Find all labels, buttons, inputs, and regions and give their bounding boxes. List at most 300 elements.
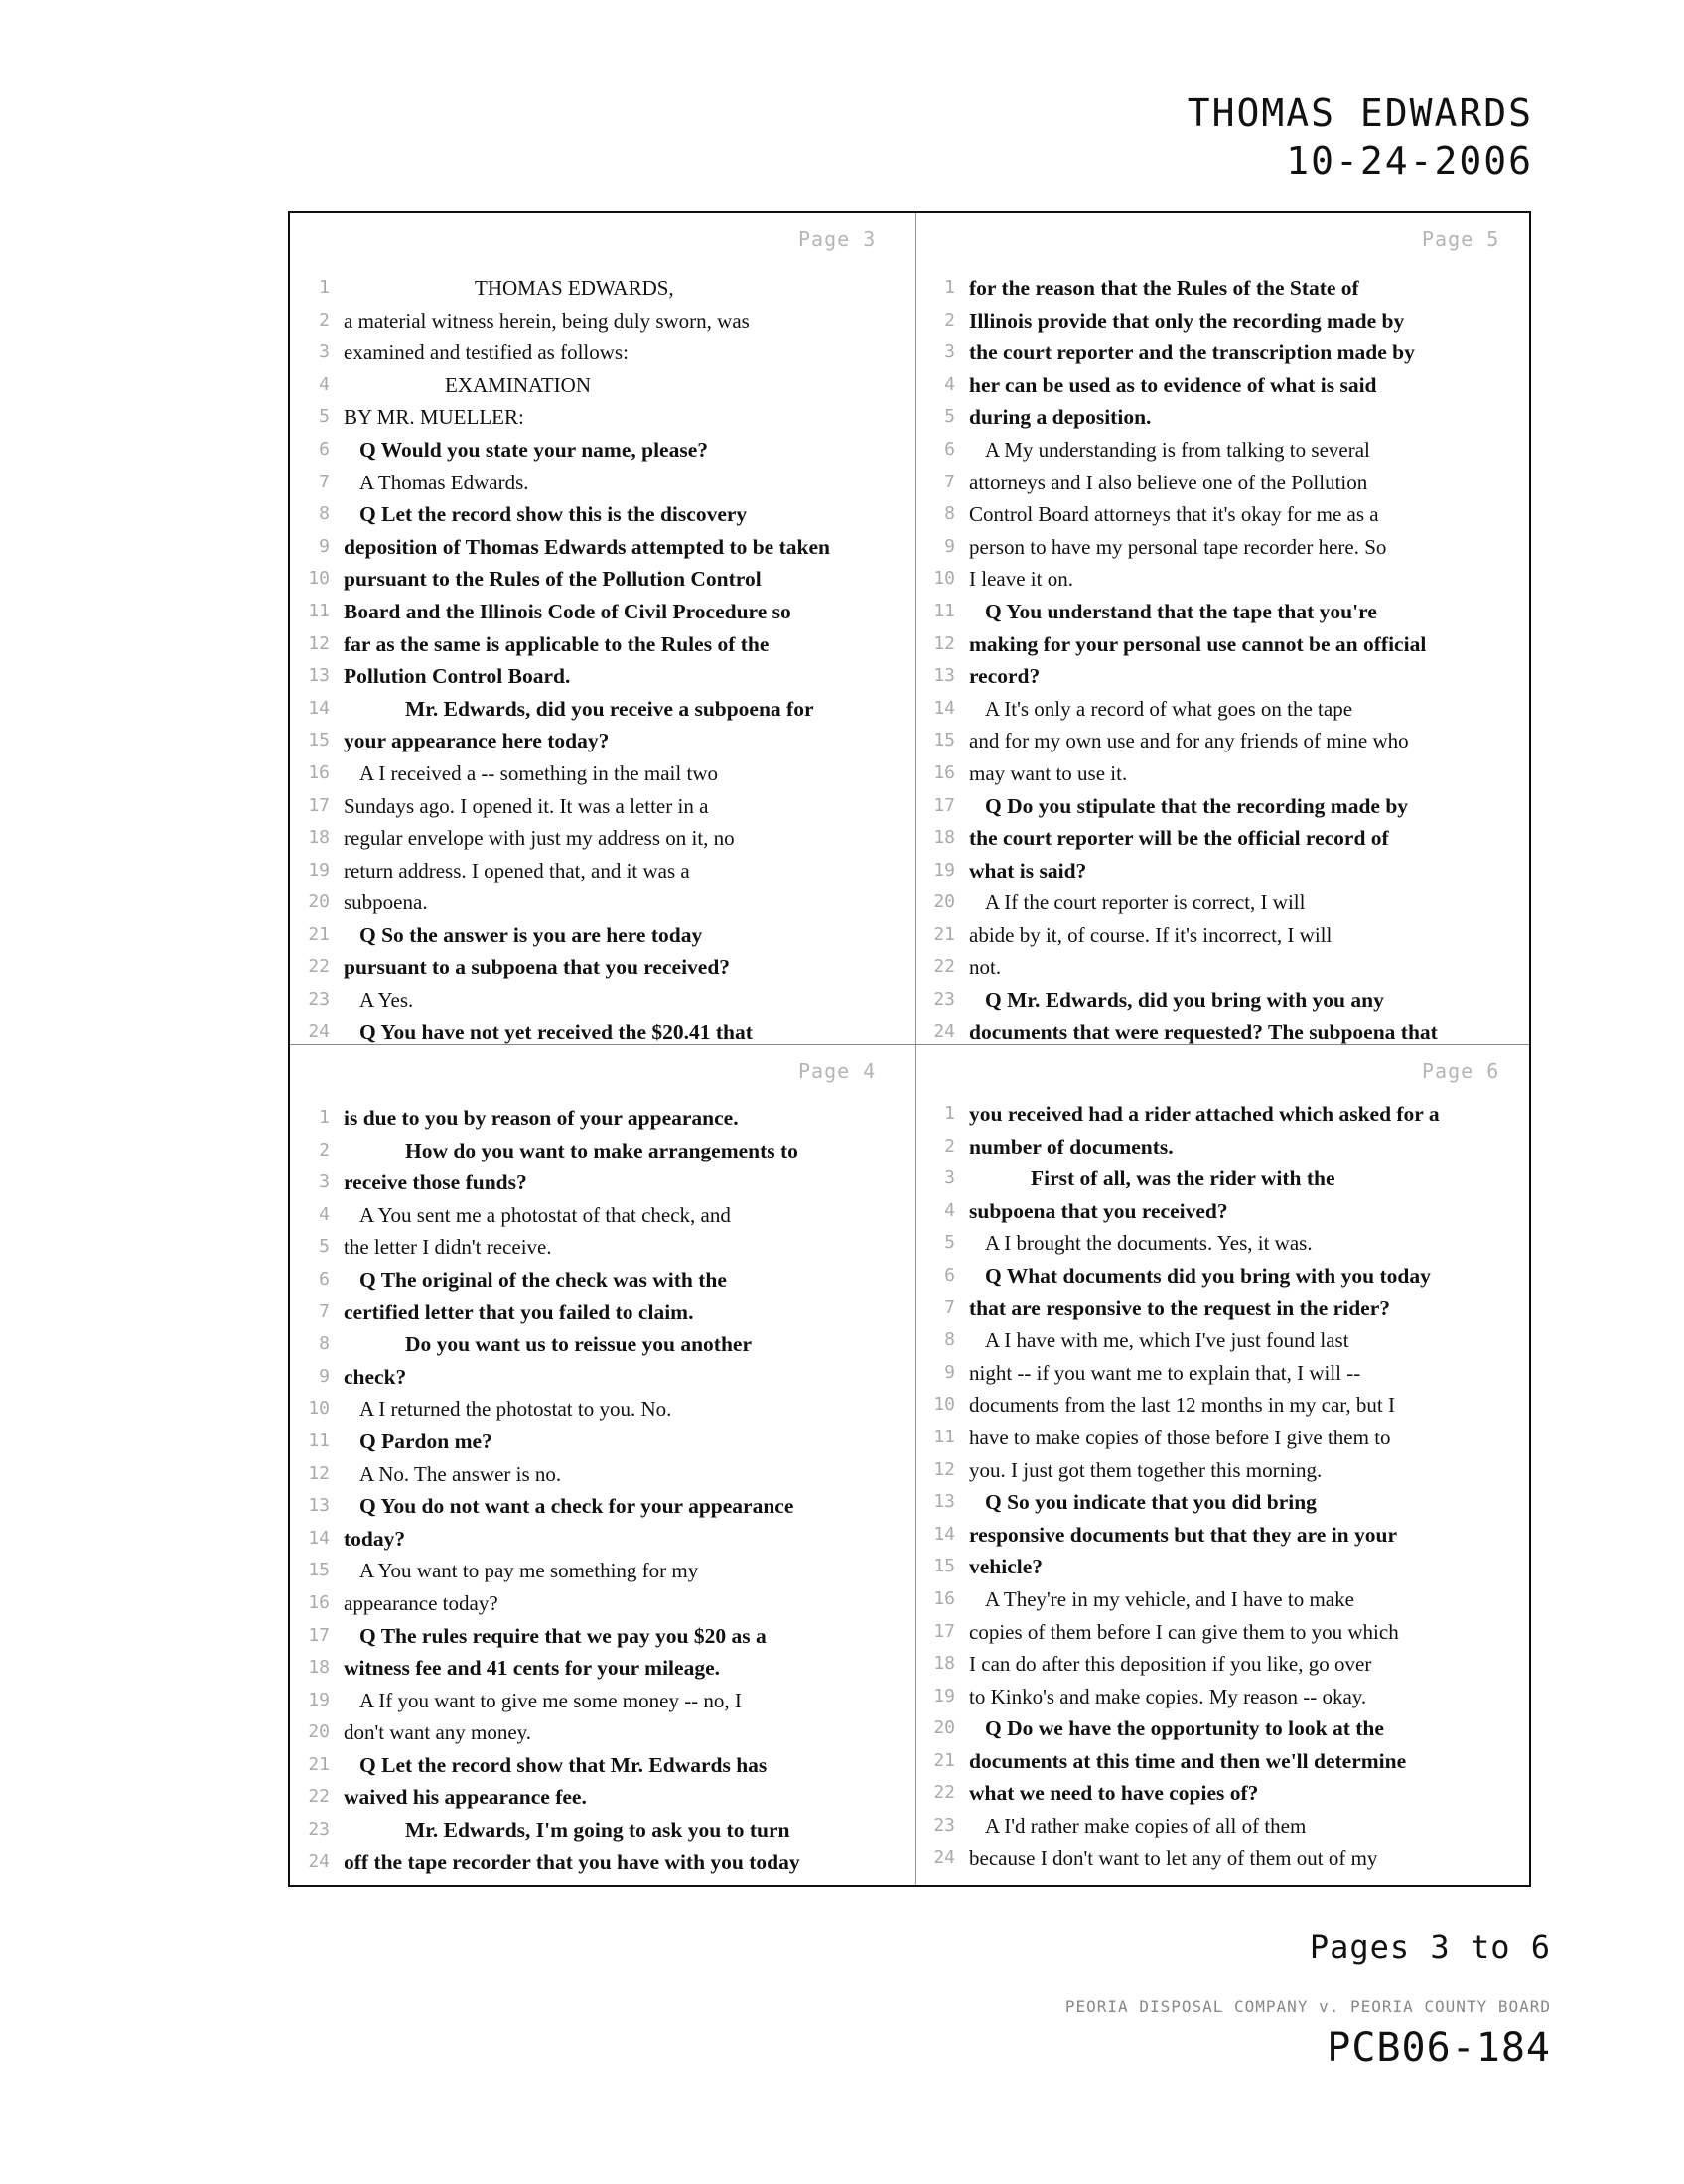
- line-number: 8: [319, 503, 330, 525]
- line-text: Q So the answer is you are here today: [359, 922, 703, 947]
- transcript-line: [302, 725, 898, 757]
- line-text: the court reporter will be the official record of: [969, 826, 1389, 851]
- transcript-line: [927, 596, 1523, 628]
- transcript-line: [927, 1486, 1523, 1519]
- transcript-line: [302, 1199, 898, 1232]
- transcript-line: [927, 919, 1523, 952]
- line-text: A If the court reporter is correct, I will: [985, 890, 1306, 915]
- line-text: Q What documents did you bring with you today: [985, 1263, 1431, 1288]
- line-number: 17: [933, 794, 955, 816]
- line-text: documents at this time and then we'll determine: [969, 1748, 1407, 1773]
- line-text: that are responsive to the request in the rider?: [969, 1296, 1390, 1320]
- line-text: Do you want us to reissue you another: [405, 1332, 753, 1357]
- transcript-line: [302, 1846, 898, 1879]
- transcript-line: [302, 1231, 898, 1264]
- line-text: Q You have not yet received the $20.41 that: [359, 1020, 753, 1044]
- transcript-line: [302, 1685, 898, 1717]
- line-text: A You want to pay me something for my: [359, 1559, 699, 1583]
- line-text: waived his appearance fee.: [344, 1785, 587, 1810]
- line-text: documents from the last 12 months in my car, but I: [969, 1393, 1396, 1418]
- line-number: 7: [944, 1297, 955, 1318]
- transcript-line: [927, 1017, 1523, 1049]
- transcript-line: [927, 1648, 1523, 1681]
- line-number: 15: [308, 730, 330, 751]
- transcript-line: [927, 1324, 1523, 1357]
- transcript-line: [302, 1781, 898, 1814]
- line-text: because I don't want to let any of them out of my: [969, 1845, 1378, 1870]
- line-text: How do you want to make arrangements to: [405, 1138, 798, 1162]
- line-text: Q Do you stipulate that the recording made by: [985, 793, 1409, 818]
- transcript-line: [302, 1814, 898, 1846]
- transcript-line: [302, 855, 898, 887]
- line-number: 16: [308, 761, 330, 783]
- transcript-line: [927, 434, 1523, 467]
- line-number: 12: [933, 632, 955, 654]
- line-number: 5: [319, 406, 330, 428]
- line-number: 1: [319, 1107, 330, 1128]
- transcript-line: [302, 1102, 898, 1135]
- line-number: 15: [933, 1556, 955, 1577]
- transcript-line: [927, 1745, 1523, 1778]
- line-number: 22: [933, 1782, 955, 1804]
- line-number: 9: [319, 1365, 330, 1387]
- line-number: 8: [944, 503, 955, 525]
- transcript-line: [302, 1166, 898, 1199]
- line-text: A Thomas Edwards.: [359, 470, 529, 494]
- line-text: A You sent me a photostat of that check, and: [359, 1202, 731, 1227]
- witness-name-header: THOMAS EDWARDS: [1187, 91, 1533, 135]
- line-text: I leave it on.: [969, 567, 1073, 592]
- line-number: 20: [933, 891, 955, 913]
- page-label-3: Page 3: [798, 227, 877, 251]
- transcript-line: [302, 1426, 898, 1458]
- line-number: 12: [308, 632, 330, 654]
- line-text: A My understanding is from talking to several: [985, 437, 1370, 462]
- line-number: 24: [308, 1021, 330, 1042]
- line-number: 5: [944, 406, 955, 428]
- line-number: 3: [319, 1171, 330, 1193]
- transcript-line: [302, 757, 898, 790]
- line-number: 14: [933, 1523, 955, 1545]
- line-text: what we need to have copies of?: [969, 1781, 1259, 1806]
- line-number: 10: [308, 1398, 330, 1420]
- line-number: 4: [944, 1199, 955, 1221]
- line-text: off the tape recorder that you have with you today: [344, 1849, 800, 1874]
- line-number: 10: [933, 568, 955, 590]
- transcript-line: [927, 1810, 1523, 1843]
- line-text: Q So you indicate that you did bring: [985, 1490, 1317, 1515]
- line-text: Board and the Illinois Code of Civil Procedure so: [344, 599, 791, 623]
- line-text: BY MR. MUELLER:: [344, 405, 524, 430]
- transcript-line: [302, 628, 898, 661]
- line-text: the court reporter and the transcription made by: [969, 341, 1415, 365]
- line-text: Q Pardon me?: [359, 1429, 492, 1453]
- line-number: 23: [308, 989, 330, 1011]
- deposition-date-header: 10-24-2006: [1286, 139, 1533, 183]
- line-text: EXAMINATION: [445, 372, 591, 397]
- transcript-line: [302, 369, 898, 402]
- line-number: 11: [933, 600, 955, 621]
- line-text: A I brought the documents. Yes, it was.: [985, 1231, 1313, 1256]
- transcript-line: [927, 1843, 1523, 1875]
- line-text: abide by it, of course. If it's incorrect, I will: [969, 922, 1333, 947]
- transcript-line: [302, 1393, 898, 1426]
- transcript-line: [927, 1616, 1523, 1649]
- line-text: Q Mr. Edwards, did you bring with you any: [985, 988, 1384, 1013]
- line-text: number of documents.: [969, 1134, 1174, 1159]
- line-text: don't want any money.: [344, 1720, 532, 1745]
- line-number: 24: [933, 1021, 955, 1042]
- transcript-line: [927, 1681, 1523, 1713]
- transcript-line: [927, 1260, 1523, 1293]
- transcript-page-6: [927, 1098, 1523, 1874]
- line-number: 9: [944, 1361, 955, 1383]
- line-text: what is said?: [969, 858, 1087, 883]
- transcript-line: [927, 337, 1523, 369]
- line-number: 3: [944, 1167, 955, 1189]
- line-number: 16: [308, 1591, 330, 1613]
- line-number: 19: [308, 1689, 330, 1710]
- transcript-line: [927, 725, 1523, 757]
- line-text: A It's only a record of what goes on the tape: [985, 696, 1353, 721]
- line-text: the letter I didn't receive.: [344, 1235, 552, 1260]
- line-number: 18: [308, 827, 330, 849]
- line-number: 22: [933, 956, 955, 978]
- transcript-line: [302, 1523, 898, 1556]
- line-number: 2: [944, 309, 955, 331]
- transcript-line: [927, 467, 1523, 499]
- transcript-line: [927, 305, 1523, 338]
- line-number: 23: [308, 1819, 330, 1841]
- line-text: receive those funds?: [344, 1170, 527, 1195]
- line-text: THOMAS EDWARDS,: [475, 276, 674, 300]
- line-text: Q Would you state your name, please?: [359, 437, 709, 462]
- transcript-line: [927, 790, 1523, 823]
- transcript-line: [927, 1227, 1523, 1260]
- line-number: 20: [308, 1721, 330, 1743]
- transcript-line: [927, 401, 1523, 434]
- line-text: to Kinko's and make copies. My reason -- okay.: [969, 1684, 1367, 1708]
- page-label-4: Page 4: [798, 1059, 877, 1083]
- transcript-line: [302, 1490, 898, 1523]
- line-number: 22: [308, 956, 330, 978]
- line-number: 7: [319, 471, 330, 492]
- transcript-line: [927, 1422, 1523, 1454]
- line-number: 14: [308, 1527, 330, 1549]
- line-text: I can do after this deposition if you like, go over: [969, 1652, 1372, 1677]
- line-text: documents that were requested? The subpoena that: [969, 1020, 1438, 1044]
- line-text: her can be used as to evidence of what is said: [969, 372, 1377, 397]
- page-label-5: Page 5: [1422, 227, 1500, 251]
- line-text: subpoena that you received?: [969, 1198, 1228, 1223]
- line-text: A If you want to give me some money -- no, I: [359, 1688, 742, 1712]
- line-text: A I have with me, which I've just found last: [985, 1328, 1349, 1353]
- transcript-line: [927, 1357, 1523, 1390]
- line-number: 14: [933, 697, 955, 719]
- transcript-line: [302, 434, 898, 467]
- transcript-line: [302, 498, 898, 531]
- transcript-line: [302, 693, 898, 726]
- line-text: pursuant to the Rules of the Pollution Control: [344, 567, 762, 592]
- line-text: you. I just got them together this morning.: [969, 1457, 1323, 1482]
- transcript-line: [302, 1555, 898, 1587]
- line-text: during a deposition.: [969, 405, 1152, 430]
- line-text: Q You understand that the tape that you're: [985, 599, 1377, 623]
- transcript-line: [302, 305, 898, 338]
- transcript-line: [927, 660, 1523, 693]
- transcript-page-4: [302, 1102, 898, 1878]
- line-number: 7: [319, 1300, 330, 1322]
- page-range: Pages 3 to 6: [1309, 1928, 1551, 1966]
- line-number: 15: [308, 1560, 330, 1581]
- column-divider: [915, 213, 916, 1885]
- transcript-line: [302, 1652, 898, 1685]
- transcript-line: [302, 951, 898, 984]
- line-text: night -- if you want me to explain that, I will --: [969, 1360, 1361, 1385]
- line-number: 21: [308, 923, 330, 945]
- transcript-line: [302, 887, 898, 919]
- transcript-line: [302, 1297, 898, 1329]
- line-number: 1: [944, 277, 955, 298]
- line-number: 24: [933, 1846, 955, 1868]
- transcript-line: [302, 563, 898, 596]
- line-number: 9: [319, 535, 330, 557]
- transcript-line: [302, 1017, 898, 1049]
- transcript-line: [302, 660, 898, 693]
- transcript-page-3: [302, 272, 898, 1048]
- line-text: copies of them before I can give them to you which: [969, 1619, 1399, 1644]
- line-number: 6: [944, 1264, 955, 1286]
- line-number: 21: [933, 923, 955, 945]
- transcript-page-5: [927, 272, 1523, 1048]
- transcript-line: [302, 467, 898, 499]
- line-number: 13: [308, 1495, 330, 1517]
- line-text: may want to use it.: [969, 760, 1128, 785]
- transcript-line: [927, 563, 1523, 596]
- transcript-line: [302, 822, 898, 855]
- transcript-line: [302, 1361, 898, 1394]
- line-number: 23: [933, 989, 955, 1011]
- line-number: 23: [933, 1815, 955, 1837]
- line-text: Pollution Control Board.: [344, 664, 571, 689]
- line-number: 12: [308, 1462, 330, 1484]
- line-number: 2: [319, 309, 330, 331]
- line-number: 12: [933, 1458, 955, 1480]
- transcript-line: [927, 1131, 1523, 1163]
- transcript-line: [927, 498, 1523, 531]
- line-text: return address. I opened that, and it was a: [344, 858, 690, 883]
- line-number: 20: [933, 1717, 955, 1739]
- line-text: is due to you by reason of your appearance.: [344, 1106, 739, 1130]
- transcript-line: [927, 1293, 1523, 1325]
- transcript-line: [302, 1749, 898, 1782]
- transcript-line: [927, 531, 1523, 564]
- line-number: 13: [933, 1491, 955, 1513]
- transcript-line: [927, 1583, 1523, 1616]
- line-number: 8: [944, 1329, 955, 1351]
- line-number: 7: [944, 471, 955, 492]
- line-text: Illinois provide that only the recording made by: [969, 308, 1405, 333]
- line-text: attorneys and I also believe one of the Pollution: [969, 470, 1368, 494]
- line-number: 11: [933, 1426, 955, 1447]
- line-number: 9: [944, 535, 955, 557]
- transcript-line: [927, 1712, 1523, 1745]
- line-number: 24: [308, 1850, 330, 1872]
- transcript-line: [302, 1328, 898, 1361]
- transcript-line: [302, 337, 898, 369]
- transcript-line: [927, 855, 1523, 887]
- line-number: 8: [319, 1333, 330, 1355]
- transcript-line: [302, 531, 898, 564]
- line-text: A No. The answer is no.: [359, 1461, 562, 1486]
- transcript-line: [927, 1195, 1523, 1228]
- line-number: 20: [308, 891, 330, 913]
- line-number: 21: [308, 1753, 330, 1775]
- line-number: 21: [933, 1749, 955, 1771]
- line-number: 15: [933, 730, 955, 751]
- transcript-line: [927, 1162, 1523, 1195]
- transcript-line: [302, 919, 898, 952]
- line-text: for the reason that the Rules of the State of: [969, 276, 1359, 300]
- line-number: 18: [933, 1653, 955, 1675]
- line-number: 19: [933, 1685, 955, 1706]
- transcript-line: [927, 1098, 1523, 1131]
- line-number: 6: [319, 438, 330, 460]
- line-text: deposition of Thomas Edwards attempted to be taken: [344, 534, 830, 559]
- line-number: 18: [933, 827, 955, 849]
- transcript-line: [302, 401, 898, 434]
- line-text: have to make copies of those before I give them to: [969, 1425, 1391, 1449]
- line-text: check?: [344, 1364, 407, 1389]
- line-number: 1: [944, 1103, 955, 1124]
- line-text: appearance today?: [344, 1590, 498, 1615]
- transcript-line: [302, 984, 898, 1017]
- transcript-line: [302, 1587, 898, 1620]
- transcript-line: [302, 1458, 898, 1491]
- line-text: certified letter that you failed to claim.: [344, 1299, 694, 1324]
- line-text: vehicle?: [969, 1555, 1044, 1579]
- line-text: a material witness herein, being duly sworn, was: [344, 308, 750, 333]
- line-number: 16: [933, 761, 955, 783]
- line-number: 17: [933, 1620, 955, 1642]
- line-number: 13: [308, 665, 330, 687]
- line-text: and for my own use and for any friends of mine who: [969, 729, 1409, 753]
- line-number: 6: [944, 438, 955, 460]
- line-text: regular envelope with just my address on it, no: [344, 826, 735, 851]
- line-text: Control Board attorneys that it's okay for me as a: [969, 502, 1379, 527]
- line-text: your appearance here today?: [344, 729, 610, 753]
- line-text: making for your personal use cannot be an official: [969, 631, 1427, 656]
- transcript-line: [927, 1389, 1523, 1422]
- line-text: Sundays ago. I opened it. It was a letter in a: [344, 793, 709, 818]
- transcript-line: [302, 1135, 898, 1167]
- line-text: A Yes.: [359, 988, 414, 1013]
- line-number: 18: [308, 1657, 330, 1679]
- line-number: 11: [308, 1430, 330, 1451]
- line-text: you received had a rider attached which asked for a: [969, 1102, 1440, 1126]
- line-number: 10: [933, 1394, 955, 1416]
- line-number: 14: [308, 697, 330, 719]
- transcript-line: [927, 984, 1523, 1017]
- line-text: Q The rules require that we pay you $20 as a: [359, 1623, 767, 1648]
- line-number: 4: [319, 373, 330, 395]
- page-label-6: Page 6: [1422, 1059, 1500, 1083]
- line-number: 6: [319, 1268, 330, 1290]
- transcript-line: [927, 272, 1523, 305]
- transcript-line: [927, 693, 1523, 726]
- line-number: 2: [319, 1139, 330, 1160]
- line-number: 11: [308, 600, 330, 621]
- line-text: A I received a -- something in the mail two: [359, 760, 718, 785]
- line-text: Q Let the record show that Mr. Edwards has: [359, 1752, 768, 1777]
- transcript-line: [927, 822, 1523, 855]
- line-number: 19: [933, 859, 955, 881]
- line-text: person to have my personal tape recorder here. So: [969, 534, 1387, 559]
- line-number: 1: [319, 277, 330, 298]
- line-text: A I returned the photostat to you. No.: [359, 1397, 672, 1422]
- transcript-line: [927, 1551, 1523, 1583]
- transcript-frame: [288, 211, 1531, 1887]
- line-text: A They're in my vehicle, and I have to make: [985, 1586, 1354, 1611]
- line-text: Q Let the record show this is the discovery: [359, 502, 748, 527]
- line-text: responsive documents but that they are in your: [969, 1522, 1398, 1547]
- line-text: First of all, was the rider with the: [1031, 1166, 1335, 1191]
- line-text: Mr. Edwards, did you receive a subpoena for: [405, 696, 814, 721]
- line-number: 10: [308, 568, 330, 590]
- line-text: not.: [969, 955, 1002, 980]
- line-number: 17: [308, 794, 330, 816]
- transcript-line: [927, 1454, 1523, 1487]
- line-number: 5: [944, 1232, 955, 1254]
- line-text: witness fee and 41 cents for your mileage.: [344, 1656, 720, 1681]
- transcript-line: [927, 369, 1523, 402]
- transcript-line: [302, 1716, 898, 1749]
- transcript-line: [302, 272, 898, 305]
- line-number: 13: [933, 665, 955, 687]
- line-number: 2: [944, 1135, 955, 1157]
- line-number: 17: [308, 1624, 330, 1646]
- line-number: 4: [944, 373, 955, 395]
- line-text: Mr. Edwards, I'm going to ask you to turn: [405, 1818, 790, 1843]
- line-number: 3: [944, 341, 955, 363]
- transcript-line: [927, 887, 1523, 919]
- transcript-line: [927, 951, 1523, 984]
- line-number: 22: [308, 1786, 330, 1808]
- transcript-line: [927, 628, 1523, 661]
- transcript-line: [302, 1620, 898, 1653]
- line-text: subpoena.: [344, 890, 428, 915]
- line-text: today?: [344, 1526, 406, 1551]
- transcript-line: [302, 790, 898, 823]
- case-caption: PEORIA DISPOSAL COMPANY v. PEORIA COUNTY BOARD: [1064, 1997, 1551, 2016]
- line-text: record?: [969, 664, 1041, 689]
- line-number: 3: [319, 341, 330, 363]
- transcript-line: [927, 1519, 1523, 1552]
- transcript-line: [927, 757, 1523, 790]
- line-number: 19: [308, 859, 330, 881]
- case-number: PCB06-184: [1327, 2025, 1551, 2071]
- line-text: Q You do not want a check for your appearance: [359, 1494, 794, 1519]
- line-text: examined and testified as follows:: [344, 341, 629, 365]
- line-text: A I'd rather make copies of all of them: [985, 1814, 1307, 1839]
- line-number: 16: [933, 1587, 955, 1609]
- transcript-line: [302, 1264, 898, 1297]
- line-text: far as the same is applicable to the Rules of the: [344, 631, 770, 656]
- line-number: 5: [319, 1236, 330, 1258]
- line-text: pursuant to a subpoena that you received?: [344, 955, 731, 980]
- line-number: 4: [319, 1203, 330, 1225]
- line-text: Q Do we have the opportunity to look at the: [985, 1716, 1384, 1741]
